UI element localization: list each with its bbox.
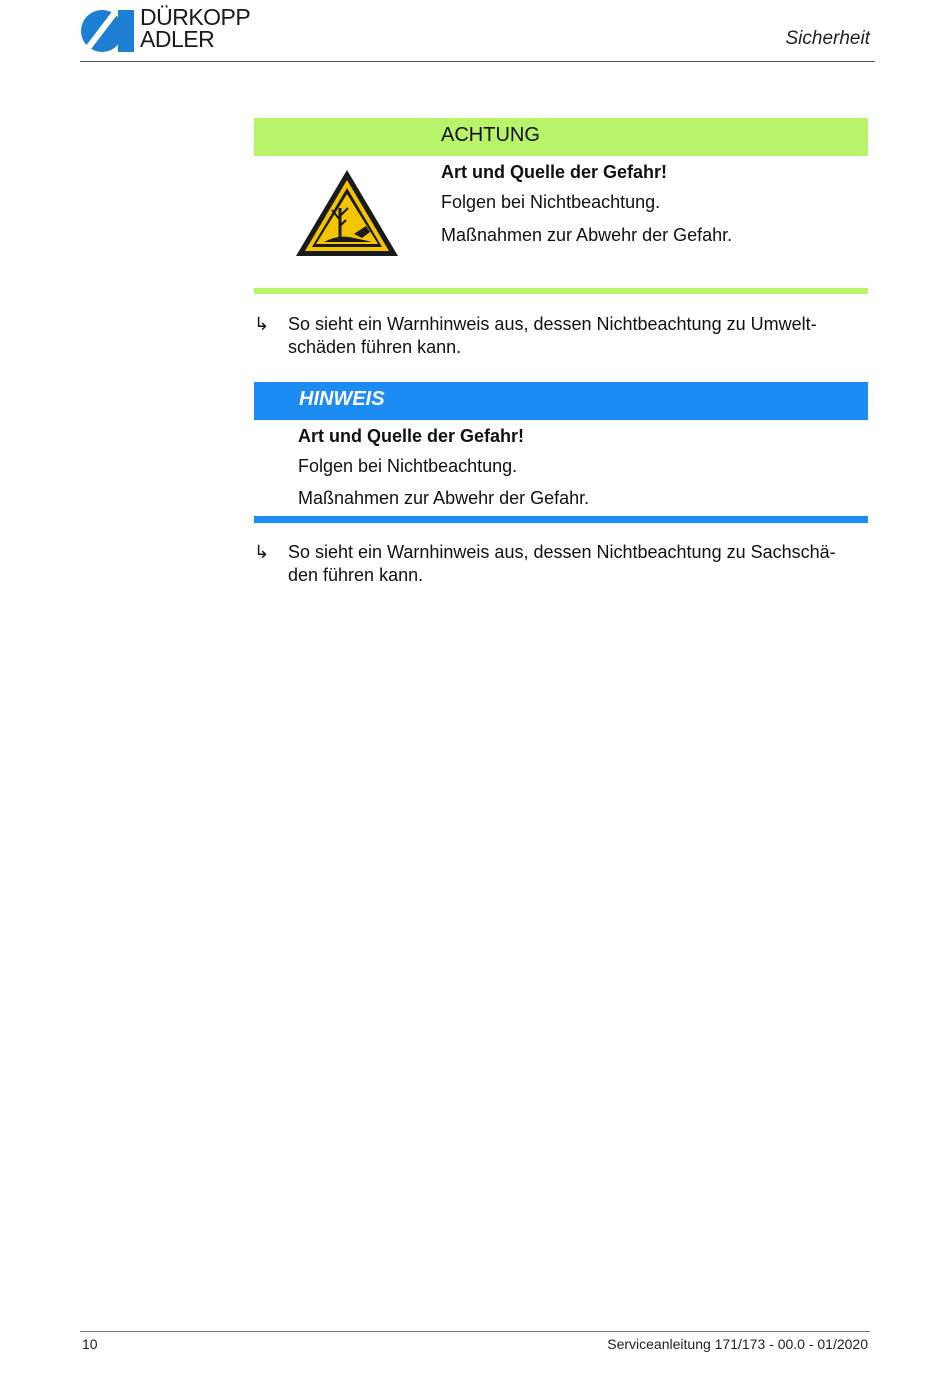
page-number: 10	[82, 1336, 98, 1352]
environmental-hazard-warning-icon	[294, 168, 400, 258]
result-environment-line-2: schäden führen kann.	[288, 337, 462, 357]
logo-line-2: ADLER	[140, 26, 215, 52]
result-arrow-icon: ↳	[254, 314, 270, 334]
hinweis-bottom-bar	[254, 516, 868, 523]
company-logo	[80, 6, 280, 54]
hinweis-measures: Maßnahmen zur Abwehr der Gefahr.	[298, 488, 590, 508]
achtung-title: ACHTUNG	[441, 124, 540, 146]
achtung-consequences: Folgen bei Nichtbeachtung.	[441, 192, 661, 212]
result-environment-text	[288, 313, 874, 359]
result-environment	[254, 313, 874, 361]
result-arrow-icon: ↳	[254, 542, 270, 562]
document-reference: Serviceanleitung 171/173 - 00.0 - 01/2020	[607, 1336, 868, 1352]
hinweis-hazard-source: Art und Quelle der Gefahr!	[298, 426, 525, 446]
footer-divider	[80, 1331, 870, 1332]
achtung-header-bar	[254, 118, 868, 156]
result-property-line-1: So sieht ein Warnhinweis aus, dessen Nichtbeachtung zu Sachschä-	[288, 542, 836, 562]
result-environment-line-1: So sieht ein Warnhinweis aus, dessen Nichtbeachtung zu Umwelt-	[288, 314, 817, 334]
header-divider	[80, 61, 875, 62]
logo-line-1: DÜRKOPP	[140, 4, 251, 30]
section-title: Sicherheit	[785, 28, 870, 49]
logo-mark-icon	[80, 8, 136, 54]
achtung-measures: Maßnahmen zur Abwehr der Gefahr.	[441, 225, 733, 245]
hinweis-consequences: Folgen bei Nichtbeachtung.	[298, 456, 518, 476]
logo-wordmark	[140, 6, 250, 50]
achtung-hazard-source: Art und Quelle der Gefahr!	[441, 162, 668, 182]
result-property	[254, 541, 874, 589]
result-property-text	[288, 541, 874, 587]
achtung-bottom-bar	[254, 288, 868, 294]
hinweis-header-bar	[254, 382, 868, 420]
result-property-line-2: den führen kann.	[288, 565, 424, 585]
achtung-notice	[254, 118, 868, 298]
hinweis-title: HINWEIS	[299, 388, 385, 410]
hinweis-notice	[254, 382, 868, 524]
